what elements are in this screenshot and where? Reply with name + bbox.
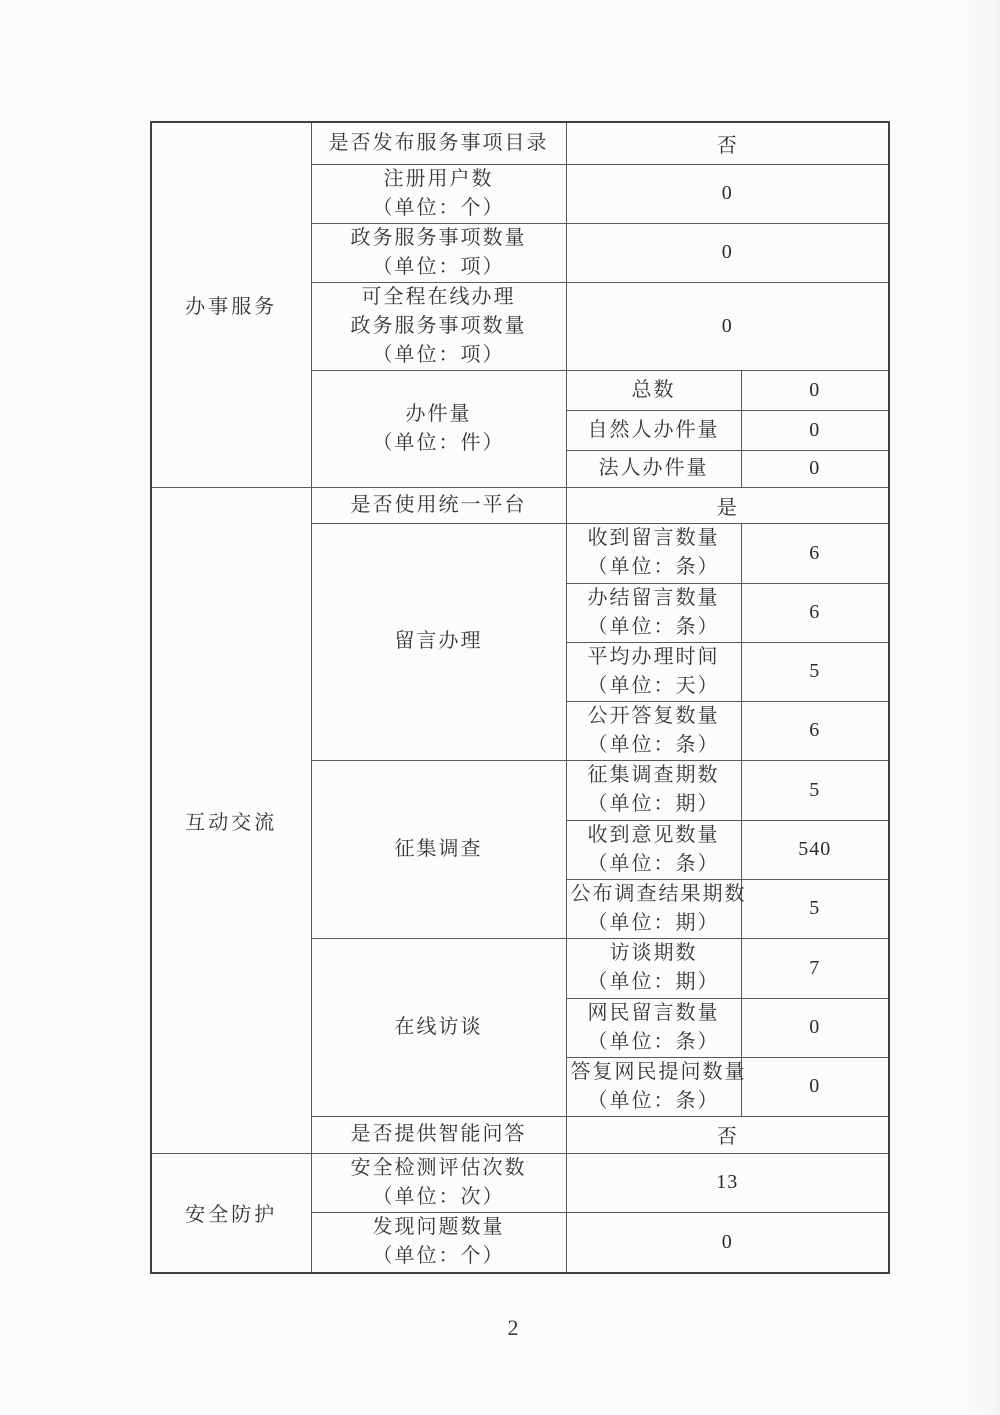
category-label: 办事服务: [185, 296, 278, 319]
label-line: （单位：条）: [587, 733, 720, 756]
label-line: 可全程在线办理: [361, 285, 516, 308]
subrow-label-cell: [566, 523, 741, 583]
category-label: 互动交流: [185, 811, 278, 834]
category-cell: [151, 122, 311, 487]
row-label-cell: [311, 487, 566, 523]
row-label-cell: [311, 1153, 566, 1212]
label-line: 政务服务事项数量: [350, 314, 527, 337]
subrow-label-cell: [566, 938, 741, 998]
subrow-value-cell: 7: [741, 938, 889, 998]
label-line: 公布调查结果期数: [570, 882, 747, 905]
label-line: 发现问题数量: [372, 1216, 505, 1239]
group-label-cell: [311, 760, 566, 938]
label-line: （单位：条）: [587, 1030, 720, 1053]
page-number: 2: [507, 1315, 519, 1340]
row-label-cell: [311, 164, 566, 223]
subrow-value-cell: 5: [741, 879, 889, 938]
label-line: 平均办理时间: [587, 645, 720, 668]
label-line: （单位：天）: [587, 674, 720, 697]
label-line: （单位：期）: [587, 911, 720, 934]
subrow-label-cell: [566, 760, 741, 820]
subrow-label-cell: [566, 701, 741, 760]
label-line: 网民留言数量: [587, 1001, 720, 1024]
label-line: 自然人办件量: [587, 418, 720, 441]
label-line: （单位：次）: [372, 1185, 505, 1208]
label-line: 是否使用统一平台: [350, 493, 527, 516]
label-line: （单位：项）: [372, 343, 505, 366]
subrow-value-cell: 0: [741, 450, 889, 487]
metrics-table: [150, 121, 890, 1274]
table-row: [151, 1153, 889, 1212]
row-label-cell: [311, 122, 566, 164]
label-line: （单位：条）: [587, 615, 720, 638]
subrow-value-cell: 6: [741, 701, 889, 760]
category-cell: [151, 1153, 311, 1273]
category-cell: [151, 487, 311, 1153]
group-label-cell: [311, 370, 566, 487]
label-line: （单位：项）: [372, 255, 505, 278]
label-line: （单位：条）: [587, 556, 720, 578]
subrow-value-cell: 6: [741, 523, 889, 583]
row-value-cell: 0: [566, 164, 889, 223]
label-line: 总数: [631, 378, 676, 401]
subrow-value-cell: 5: [741, 760, 889, 820]
label-line: 政务服务事项数量: [350, 226, 527, 249]
label-line: 是否发布服务事项目录: [328, 131, 549, 154]
row-label-cell: [311, 1212, 566, 1273]
subrow-value-cell: 0: [741, 1057, 889, 1116]
label-line: 办结留言数量: [587, 586, 720, 609]
subrow-label-cell: [566, 583, 741, 642]
subrow-label-cell: [566, 642, 741, 701]
table-row: [151, 122, 889, 164]
group-label-cell: [311, 938, 566, 1116]
label-line: 安全检测评估次数: [350, 1156, 527, 1179]
label-line: （单位：条）: [587, 1089, 720, 1112]
label-line: （单位：期）: [587, 971, 720, 993]
label-line: 法人办件量: [598, 457, 709, 479]
subrow-value-cell: 5: [741, 642, 889, 701]
label-line: （单位：个）: [372, 196, 505, 219]
subrow-value-cell: 0: [741, 998, 889, 1057]
label-line: 征集调查期数: [587, 764, 720, 786]
category-label: 安全防护: [185, 1204, 278, 1227]
row-value-cell: 0: [566, 1212, 889, 1273]
row-value-cell: 13: [566, 1153, 889, 1212]
label-line: （单位：件）: [372, 431, 505, 454]
subrow-label-cell: [566, 450, 741, 487]
label-line: 访谈期数: [609, 942, 698, 964]
label-line: 留言办理: [394, 630, 483, 652]
row-label-cell: [311, 282, 566, 370]
row-label-cell: [311, 1116, 566, 1153]
label-line: 注册用户数: [383, 167, 494, 190]
label-line: 收到留言数量: [587, 527, 720, 549]
subrow-value-cell: 6: [741, 583, 889, 642]
row-value-cell: 0: [566, 282, 889, 370]
label-line: （单位：期）: [587, 793, 720, 815]
row-value-cell: 否: [566, 1116, 889, 1153]
subrow-value-cell: 0: [741, 370, 889, 410]
subrow-label-cell: [566, 998, 741, 1057]
subrow-value-cell: 0: [741, 410, 889, 450]
label-line: （单位：条）: [587, 852, 720, 875]
label-line: 收到意见数量: [587, 823, 720, 846]
row-label-cell: [311, 223, 566, 282]
label-line: 是否提供智能问答: [350, 1123, 527, 1145]
subrow-label-cell: [566, 1057, 747, 1116]
label-line: （单位：个）: [372, 1245, 505, 1268]
label-line: 办件量: [405, 402, 472, 425]
table-row: [151, 487, 889, 523]
label-line: 征集调查: [394, 837, 483, 860]
subrow-label-cell: [566, 879, 747, 938]
label-line: 在线访谈: [394, 1015, 483, 1038]
label-line: 公开答复数量: [587, 704, 720, 727]
label-line: 答复网民提问数量: [570, 1060, 747, 1083]
row-value-cell: 是: [566, 487, 889, 523]
group-label-cell: [311, 523, 566, 760]
row-value-cell: 否: [566, 122, 889, 164]
subrow-label-cell: [566, 370, 741, 410]
subrow-label-cell: [566, 410, 741, 450]
subrow-value-cell: 540: [741, 820, 889, 879]
row-value-cell: 0: [566, 223, 889, 282]
subrow-label-cell: [566, 820, 741, 879]
